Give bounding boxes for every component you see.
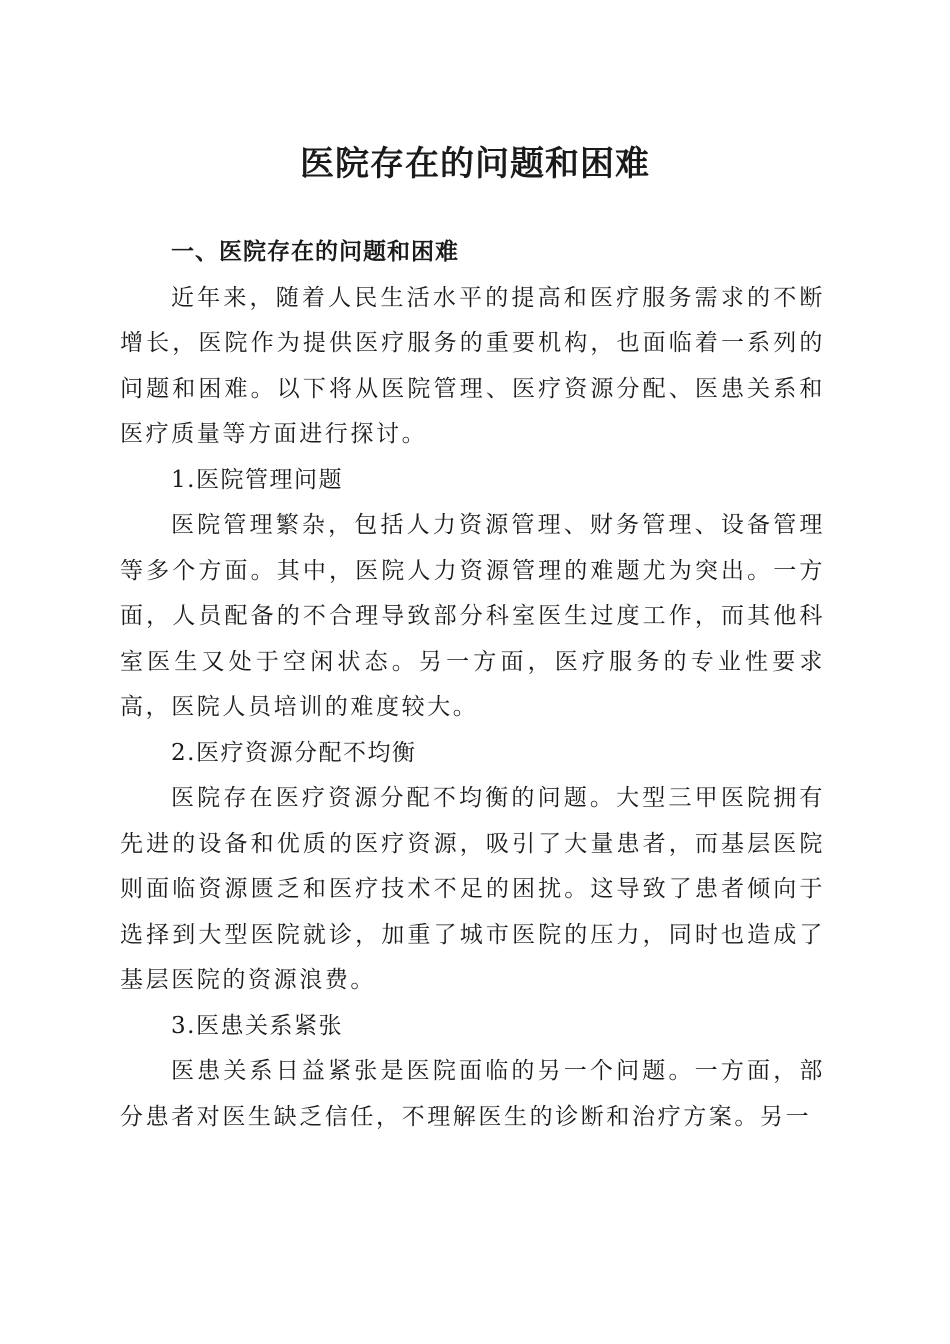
section-heading: 一、医院存在的问题和困难 — [171, 239, 459, 265]
subsection-heading-relations: 3.医患关系紧张 — [171, 1012, 343, 1039]
document-title: 医院存在的问题和困难 — [300, 144, 650, 184]
paragraph-management: 医院管理繁杂，包括人力资源管理、财务管理、设备管理等多个方面。其中，医院人力资源管理的难题尤为突出。一方面，人员配备的不合理导致部分科室医生过度工作，而其他科室医生又处于空闲状态。另一方面，医疗服务的专业性要求高，医院人员培训的难度较大。 — [120, 512, 825, 720]
subsection-heading-management: 1.医院管理问题 — [171, 466, 343, 493]
subsection-heading-resources: 2.医疗资源分配不均衡 — [171, 739, 417, 766]
paragraph-relations: 医患关系日益紧张是医院面临的另一个问题。一方面，部分患者对医生缺乏信任，不理解医生的诊断和治疗方案。另一 — [120, 1058, 825, 1130]
paragraph-resources: 医院存在医疗资源分配不均衡的问题。大型三甲医院拥有先进的设备和优质的医疗资源，吸引了大量患者，而基层医院则面临资源匮乏和医疗技术不足的困扰。这导致了患者倾向于选择到大型医院就诊，加重了城市医院的压力，同时也造成了基层医院的资源浪费。 — [120, 785, 825, 993]
document-body — [120, 230, 825, 1140]
intro-paragraph: 近年来，随着人民生活水平的提高和医疗服务需求的不断增长，医院作为提供医疗服务的重要机构，也面临着一系列的问题和困难。以下将从医院管理、医疗资源分配、医患关系和医疗质量等方面进行探讨。 — [120, 284, 825, 447]
